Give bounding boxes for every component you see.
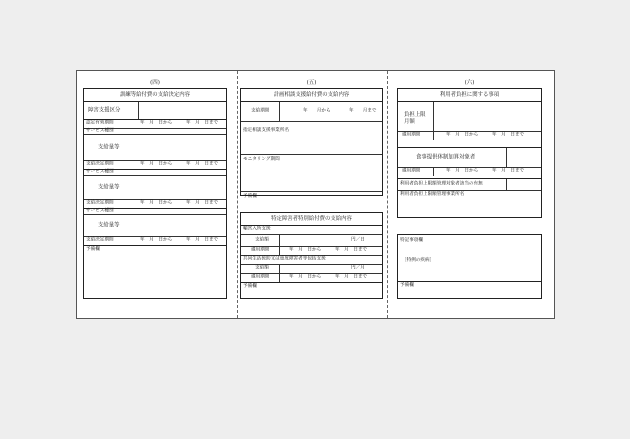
applicable-period-label-1: 適用期間 [251, 247, 270, 253]
panel-six-number: (六) [464, 80, 475, 86]
per-month-unit: 円／月 [351, 265, 365, 271]
certificate-sheet [76, 70, 555, 319]
panel-six-title: 利用者負担に関する事項 [439, 92, 500, 98]
special-benefit-title: 特定障害者特別給付費の支給内容 [271, 216, 352, 222]
supply-amount-label-1: 支給量等 [98, 143, 120, 150]
community-support-label: 共同生活援助又は重度障害者等包括支援 [243, 256, 326, 262]
supply-amount-daily-label: 支給額 [255, 237, 269, 243]
burden-limit-label: 負担上限月額 [404, 112, 426, 126]
special-benefit-box [240, 212, 383, 299]
supply-amount-label-2: 支給量等 [98, 183, 120, 190]
supply-period-label: 支給期間 [251, 108, 270, 114]
special-notes-label: 特記事項欄 [400, 238, 423, 243]
plan-consultation-box [240, 88, 383, 199]
disability-class-label: 障害支援区分 [88, 106, 121, 113]
supply-amount-monthly-label: 支給額 [255, 265, 269, 271]
consultation-office-label: 指定相談支援事業所名 [243, 128, 289, 133]
special-benefit-remarks: 予備欄 [243, 284, 257, 289]
panel-four-remarks: 予備欄 [86, 247, 100, 252]
supply-amount-label-3: 支給量等 [98, 221, 120, 228]
panel-four [83, 71, 227, 320]
burden-applicable-period-label-1: 適用期間 [402, 132, 421, 138]
decision-period-label-2: 支給決定期間 [86, 200, 114, 206]
panel-four-number: (四) [150, 80, 160, 86]
service-type-label-1: サービス種別 [86, 128, 114, 134]
decision-period-label-3: 支給決定期間 [86, 237, 114, 243]
burden-applicable-period-label-2: 適用期間 [402, 168, 421, 174]
decision-period-label-1: 支給決定期間 [86, 161, 114, 167]
group-home-label: 輸営入所支援 [243, 226, 271, 232]
disability-class-row [84, 101, 226, 119]
decision-period-dates-3: 年 月 日から 年 月 日まで [140, 237, 219, 243]
panel-six [397, 71, 542, 320]
decision-period-dates-1: 年 月 日から 年 月 日まで [140, 161, 219, 167]
special-notes-box [397, 234, 542, 299]
burden-applicable-dates-2: 年 月 日から 年 月 日まで [446, 168, 525, 174]
per-day-unit: 円／日 [351, 237, 365, 243]
applicable-period-dates-2: 年 月 日から 年 月 日まで [289, 274, 368, 280]
panel-five [240, 71, 383, 320]
panel-five-remarks: 予備欄 [243, 194, 257, 199]
cert-period-label: 認定有効期間 [86, 120, 114, 126]
monitoring-period-label: モニタリング期間 [243, 157, 280, 162]
mgmt-office-label: 利用者負担上限額管理事業所名 [400, 192, 465, 197]
fold-line-left [237, 71, 238, 318]
mgmt-applicable-label: 利用者負担上限額管理対象者該当の有無 [400, 181, 483, 187]
applicable-period-label-2: 適用期間 [251, 274, 270, 280]
panel-five-number: (五) [306, 80, 317, 86]
service-type-label-3: サービス種別 [86, 208, 114, 214]
cert-period-row [84, 119, 226, 128]
meal-target-label: 食事提供体制加算対象者 [416, 153, 476, 160]
fold-line-right [387, 71, 388, 318]
supply-period-dates: 年 月から 年 月まで [303, 108, 377, 114]
cert-period-dates: 年 月 日から 年 月 日まで [140, 120, 219, 126]
panel-six-remarks: 予備欄 [400, 283, 414, 288]
special-case-label: ［特例の疾病］ [402, 258, 435, 263]
training-benefit-box [83, 88, 227, 299]
user-burden-box [397, 88, 542, 218]
panel-four-title: 訓練等給付費の支給決定内容 [119, 92, 191, 98]
panel-five-title: 計画相談支援給付費の支給内容 [273, 92, 350, 98]
applicable-period-dates-1: 年 月 日から 年 月 日まで [289, 247, 368, 253]
service-type-label-2: サービス種別 [86, 169, 114, 175]
decision-period-dates-2: 年 月 日から 年 月 日まで [140, 200, 219, 206]
burden-applicable-dates-1: 年 月 日から 年 月 日まで [446, 132, 525, 138]
